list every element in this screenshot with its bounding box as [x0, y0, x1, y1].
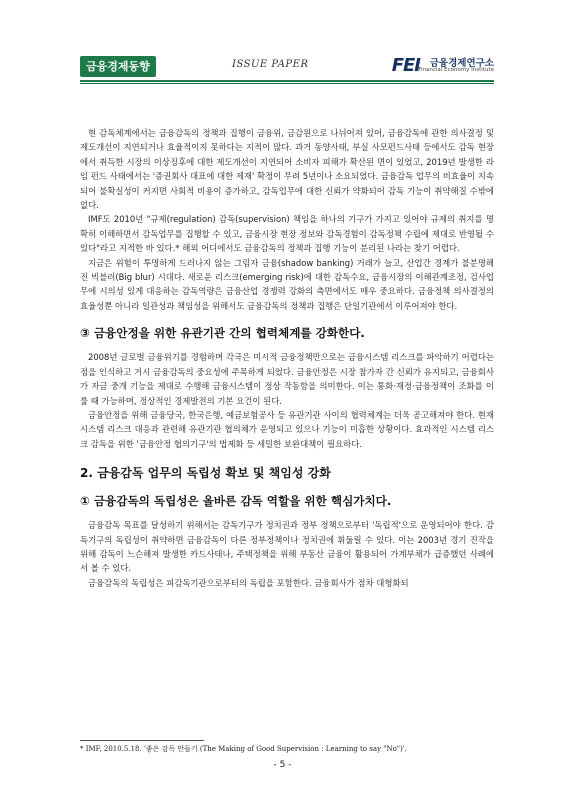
subsection-heading-1: ① 금융감독의 독립성은 올바른 감독 역할을 위한 핵심가치다.	[80, 494, 392, 509]
footnote: * IMF, 2010.5.18. '좋은 감독 만들기 (The Making of Good Supervision : Learning to say "No")'.	[80, 745, 407, 753]
paragraph-7: 금융감독의 독립성은 피감독기관으로부터의 독립을 포함한다. 금융회사가 점차 대형화되	[88, 577, 409, 588]
issue-paper-label: ISSUE PAPER	[232, 59, 309, 70]
section-tag: 금융경제동향	[80, 56, 156, 77]
paragraph-4: 2008년 글로벌 금융위기를 경험하며 각국은 미시적 금융정책만으로는 금융시스템 리스크를 파악하기 어렵다는 점을 인식하고 거시 금융감독의 중요성에 주목하게 되었다. 금융안정은 시장 참가자 간 신뢰가 유지되고, 금융회사가 자금 중개 기능을 제대로 수행해 금융시스템이 정상 작동함을 의미한다. 이는 통화·재정·금융정책이 조화를 이룰 때 가능하며, 정상적인 경제발전의 기본 요건이 된다.	[80, 352, 494, 406]
paragraph-2: IMF도 2010년 "규제(regulation) 감독(supervision) 책임을 하나의 기구가 가지고 있어야 규제의 취지를 명확히 이해하면서 감독업무를 집행할 수 있고, 금융시장 현장 정보와 감독경험이 감독정책 수립에 제대로 반영될 수 있다"라고 지적한 바 있다.* 해외 어디에서도 금융감독의 정책과 집행 기능이 분리된 나라는 찾기 어렵다.	[80, 214, 494, 254]
paragraph-1: 현 감독체계에서는 금융감독의 정책과 집행이 금융위, 금감원으로 나뉘어져 있어, 금융감독에 관한 의사결정 및 제도개선이 지연되거나 효율적이지 못하다는 지적이 많다. 과거 동양사태, 부실 사모펀드사태 등에서도 감독 현장에서 취득한 시장의 이상징후에 대한 제도개선이 지연되어 소비자 피해가 확산된 면이 있었고, 2019년 발생한 라임 펀드 사태에서는 '증권회사 대표에 대한 제재' 확정이 무려 5년이나 소요되었다. 금융감독 업무의 비효율이 지속되어 불확실성이 커지면 사회적 비용이 증가하고, 감독업무에 대한 신뢰가 약화되어 감독 기능이 취약해질 수밖에 없다.	[80, 128, 494, 211]
subsection-heading-3: ③ 금융안정을 위한 유관기관 간의 협력체계를 강화한다.	[80, 326, 365, 341]
footnote-divider	[80, 740, 204, 741]
section-heading-2: 2. 금융감독 업무의 독립성 확보 및 책임성 강화	[80, 466, 331, 481]
paragraph-3: 지금은 위험이 투명하게 드러나지 않는 그림자 금융(shadow banking) 거래가 늘고, 산업간 경계가 불분명해진 빅블러(Big blur) 시대다. 새로운 리스크(emerging risk)에 대한 감독수요, 금융시장의 이해관계조정, 검사업무에 시의성 있게 대응하는 감독역량은 금융산업 경쟁력 강화의 측면에서도 매우 중요하다. 금융정책 의사결정의 효율성뿐 아니라 일관성과 책임성을 위해서도 금융감독의 정책과 집행은 단일기관에서 이루어져야 한다.	[80, 257, 494, 311]
page-header	[80, 55, 494, 79]
logo-english-name: Financial Economy Institute	[418, 67, 494, 73]
paragraph-6: 금융감독 목표를 달성하기 위해서는 감독기구가 정치권과 정부 정책으로부터 '독립적'으로 운영되어야 한다. 감독기구의 독립성이 취약하면 금융감독이 다른 정부정책이나 정치권에 휘둘릴 수 있다. 이는 2003년 경기 진작을 위해 감독이 느슨해져 발생한 카드사태나, 주택정책을 위해 부동산 금융이 활용되어 가계부채가 급증했던 사례에서 볼 수 있다.	[80, 520, 494, 574]
header-rule	[80, 80, 494, 82]
logo-korean-name: 금융경제연구소	[429, 58, 494, 69]
logo-mark: FEI	[391, 55, 420, 76]
header-rule-thin	[80, 83, 494, 84]
page-body	[80, 126, 494, 590]
paragraph-5: 금융안정을 위해 금융당국, 한국은행, 예금보험공사 등 유관기관 사이의 협력체계는 더욱 공고해져야 한다. 현재 시스템 리스크 대응과 관련해 유관기관 협의체가 운영되고 있으나 기능이 미흡한 상황이다. 효과적인 시스템 리스크 감독을 위한 '금융안정 협의기구'의 법제화 등 세밀한 보완대책이 필요하다.	[80, 409, 494, 449]
page-number: - 5 -	[273, 760, 292, 770]
